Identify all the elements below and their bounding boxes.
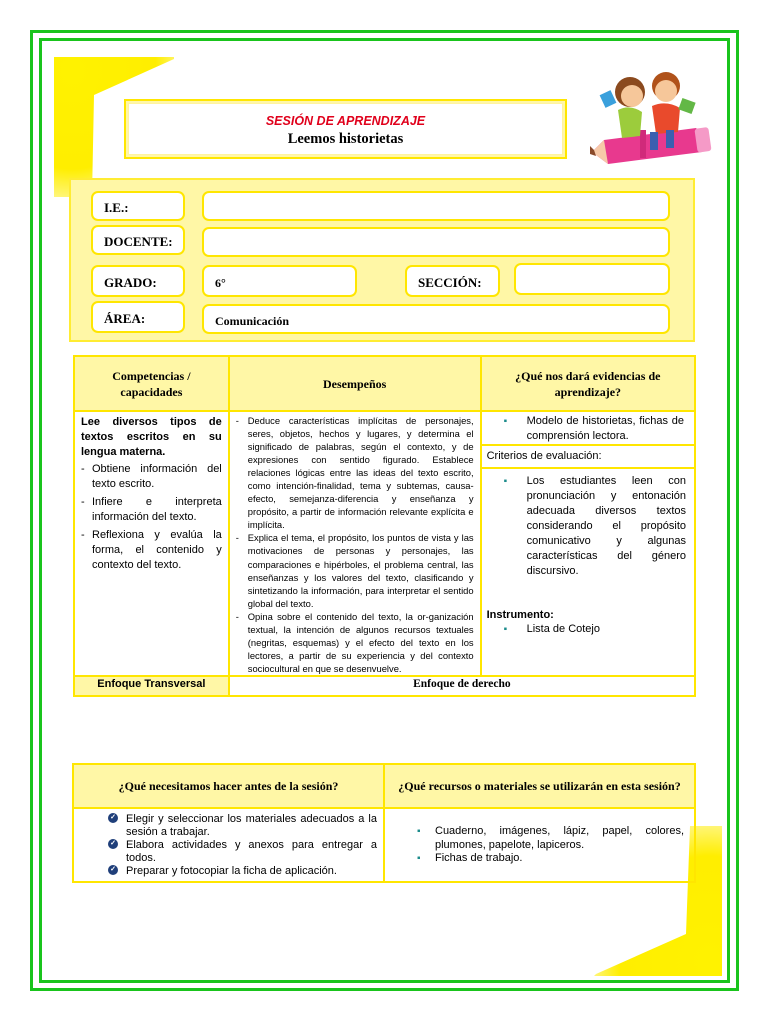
preparacion-cell	[73, 808, 384, 882]
recurso-item: ▪ Cuaderno, imágenes, lápiz, papel, colores, plumones, papelote, lapiceros.	[395, 825, 684, 852]
children-on-pencil-illustration	[580, 66, 714, 176]
header-recursos: ¿Qué recursos o materiales se utilizarán en esta sesión?	[384, 764, 695, 808]
capacidad-item: - Obtiene información del texto escrito.	[81, 462, 222, 492]
title-box	[124, 99, 567, 159]
recursos-cell	[384, 808, 695, 882]
seccion-label: SECCIÓN:	[405, 265, 500, 297]
ie-field[interactable]	[202, 191, 670, 221]
criterios-cell	[481, 468, 695, 676]
enfoque-value: Enfoque de derecho	[229, 676, 695, 696]
docente-field[interactable]	[202, 227, 670, 257]
evidencia-cell	[481, 411, 695, 445]
preparacion-table	[72, 763, 696, 883]
header-antes-sesion: ¿Qué necesitamos hacer antes de la sesión?	[73, 764, 384, 808]
enfoque-label: Enfoque Transversal	[74, 676, 229, 696]
ie-label: I.E.:	[91, 191, 185, 221]
recurso-item: ▪ Fichas de trabajo.	[395, 852, 684, 866]
seccion-field[interactable]	[514, 263, 670, 295]
desempeno-item: - Opina sobre el contenido del texto, la or-ganización textual, la intención de algunos recursos textuales (negritas, esquemas) y el efecto del texto en los lectores, a partir de su experiencia y del contexto sociocultural en que se desenvuelve.	[235, 610, 474, 675]
header-evidencias: ¿Qué nos dará evidencias de aprendizaje?	[481, 356, 695, 411]
grado-field[interactable]: 6°	[202, 265, 357, 297]
docente-label: DOCENTE:	[91, 225, 185, 255]
check-circle-icon: ✓	[108, 813, 118, 823]
competencias-cell	[74, 411, 229, 676]
area-field[interactable]: Comunicación	[202, 304, 670, 334]
preparacion-item: ✓ Preparar y fotocopiar la ficha de aplicación.	[80, 865, 377, 878]
instrumento-item: ▪ Lista de Cotejo	[482, 622, 686, 637]
desempeno-item: - Explica el tema, el propósito, los puntos de vista y las motivaciones de personas y personajes, las comparaciones e hipérboles, el problema central, las enseñanzas y los valores del texto, clasificando y sintetizando la información, para interpretar el sentido global del texto.	[235, 531, 474, 609]
page-title: Leemos historietas	[287, 131, 404, 147]
desempenos-cell	[229, 411, 481, 676]
criterio-item: ▪ Los estudiantes leen con pronunciación y entonación adecuada diversos textos considerando el propósito comunicativo y algunas características del género discursivo.	[482, 474, 686, 579]
grado-label: GRADO:	[91, 265, 185, 297]
info-panel	[69, 178, 695, 342]
area-label: ÁREA:	[91, 301, 185, 333]
competencias-table	[73, 355, 696, 697]
capacidad-item: - Infiere e interpreta información del texto.	[81, 495, 222, 525]
competencia-text: Lee diversos tipos de textos escritos en su lengua materna.	[81, 416, 222, 458]
instrumento-label: Instrumento:	[486, 609, 554, 621]
preparacion-item: ✓ Elabora actividades y anexos para entregar a todos.	[80, 839, 377, 865]
check-circle-icon: ✓	[108, 865, 118, 875]
header-competencias: Competencias / capacidades	[74, 356, 229, 411]
evidencia-item: ▪ Modelo de historietas, fichas de comprensión lectora.	[482, 414, 684, 444]
preparacion-item: ✓ Elegir y seleccionar los materiales adecuados a la sesión a trabajar.	[80, 813, 377, 839]
check-circle-icon: ✓	[108, 839, 118, 849]
criterios-label: Criterios de evaluación:	[481, 445, 695, 468]
session-label: SESIÓN DE APRENDIZAJE	[265, 114, 426, 128]
desempeno-item: - Deduce características implícitas de personajes, seres, objetos, hechos y lugares, y determina el significado de palabras, según el contexto, y de expresiones con sentido figurado. Establece relaciones lógicas entre las ideas del texto escrito, como intención-finalidad, tema y subtemas, causa-efecto, semejanza-diferencia y enseñanza y propósito, a partir de información relevante explícita e implícita.	[235, 414, 474, 531]
header-desempenos: Desempeños	[229, 356, 481, 411]
capacidad-item: - Reflexiona y evalúa la forma, el contenido y contexto del texto.	[81, 528, 222, 573]
